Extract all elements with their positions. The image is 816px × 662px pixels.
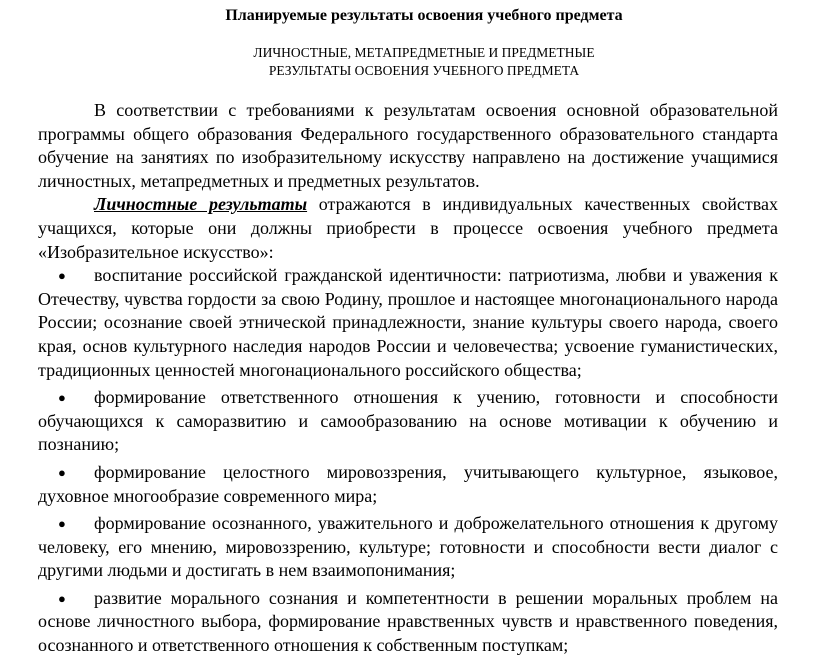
section-heading-line-1: ЛИЧНОСТНЫЕ, МЕТАПРЕДМЕТНЫЕ И ПРЕДМЕТНЫЕ bbox=[253, 45, 595, 60]
section-heading-line-2: РЕЗУЛЬТАТЫ ОСВОЕНИЯ УЧЕБНОГО ПРЕДМЕТА bbox=[268, 63, 580, 78]
list-item-text: формирование осознанного, уважительного и доброжелательного отношения к другому человеку, его мнению, мировоззрению, культуре; готовности и способности вести диалог с другими людьми и достигать в нем взаимопонимания; bbox=[38, 513, 778, 581]
list-item-text: развитие морального сознания и компетентности в решении моральных проблем на основе личностного выбора, формирование нравственных чувств и нравственного поведения, осознанного и ответственного отношения к собственным поступкам; bbox=[38, 587, 778, 656]
list-item bbox=[38, 512, 778, 583]
bullet-list bbox=[38, 264, 778, 658]
list-item-text: воспитание российской гражданской идентичности: патриотизма, любви и уважения к Отечеству, чувства гордости за свою Родину, прошлое и настоящее многонационального народа России; осознание своей этнической принадлежности, знание культуры своего народа, своего края, основ культурного наследия народов России и человечества; усвоение гуманистических, традиционных ценностей многонационального российского общества; bbox=[38, 265, 778, 380]
document-title: Планируемые результаты освоения учебного предмета bbox=[225, 7, 623, 24]
personal-results-text: отражаются в индивидуальных качественных свойствах учащихся, которые они должны приобрести в процессе освоения учебного предмета «Изобразительное искусство»: bbox=[38, 194, 779, 262]
list-item bbox=[38, 386, 778, 457]
list-item bbox=[38, 587, 778, 658]
bullet-icon: ● bbox=[58, 268, 66, 284]
list-item-text: формирование ответственного отношения к учению, готовности и способности обучающихся к саморазвитию и самообразованию на основе мотивации к обучению и познанию; bbox=[38, 387, 778, 455]
intro-paragraph: В соответствии с требованиями к результатам освоения основной образовательной программы общего образования Федерального государственного образовательного стандарта обучение на занятиях по изобразительному искусству направлено на достижение учащимися личностных, метапредметных и предметных результатов. bbox=[38, 100, 778, 191]
document-page bbox=[38, 6, 778, 662]
section-heading bbox=[38, 44, 778, 80]
list-item bbox=[38, 461, 778, 508]
personal-results-paragraph bbox=[38, 193, 778, 264]
bullet-icon: ● bbox=[58, 464, 66, 480]
list-item-text: формирование целостного мировоззрения, учитывающего культурное, языковое, духовное многообразие современного мира; bbox=[38, 461, 778, 506]
bullet-icon: ● bbox=[58, 590, 66, 606]
personal-results-lead: Личностные результаты bbox=[94, 194, 308, 215]
list-item bbox=[38, 264, 778, 382]
bullet-icon: ● bbox=[58, 516, 66, 532]
bullet-icon: ● bbox=[58, 390, 66, 406]
